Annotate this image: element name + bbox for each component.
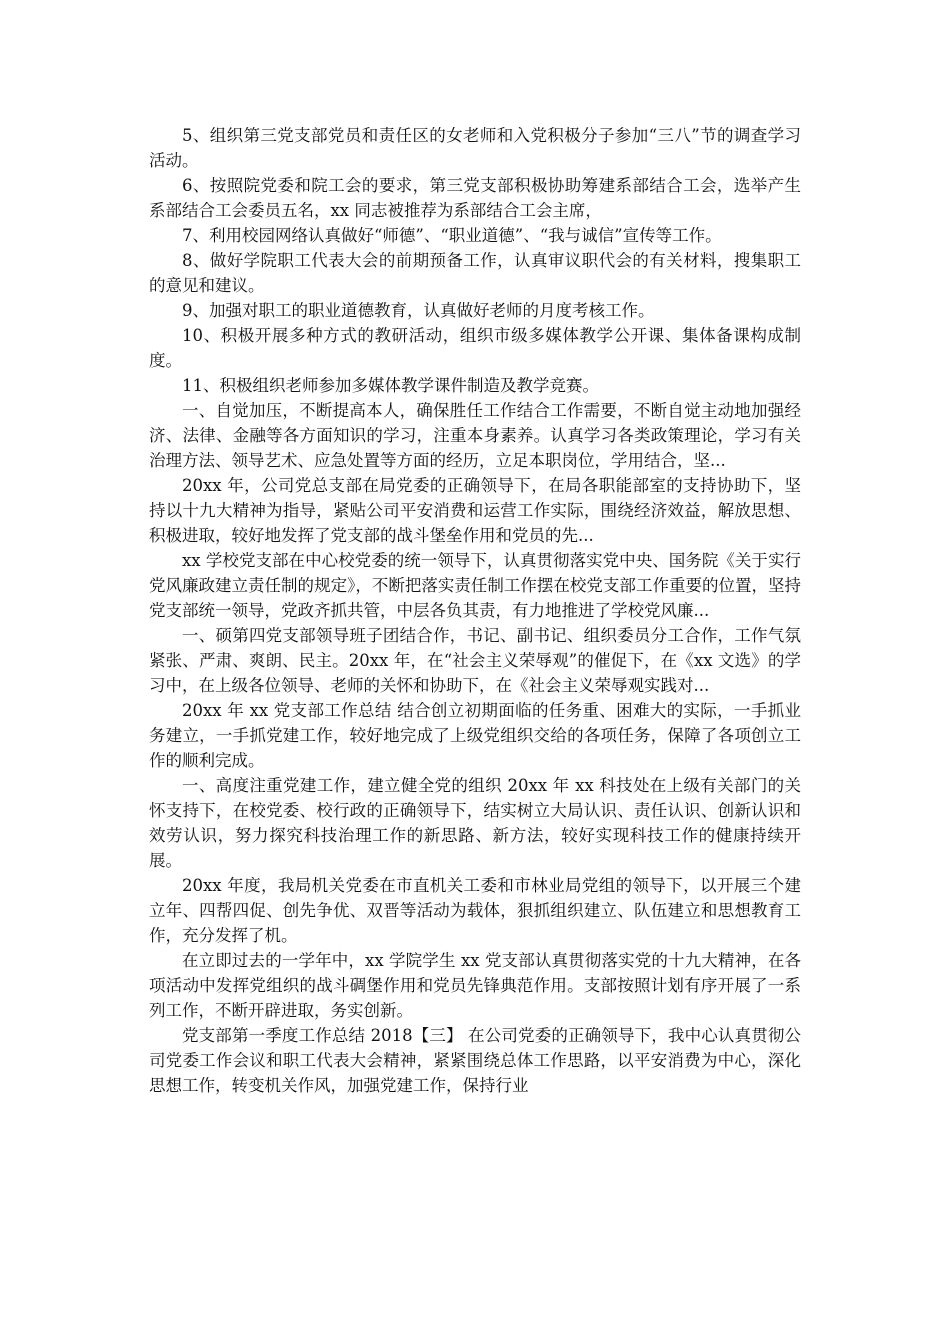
paragraph: 20xx 年，公司党总支部在局党委的正确领导下，在局各职能部室的支持协助下，坚持以十九大精神为指导，紧贴公司平安消费和运营工作实际，围绕经济效益，解放思想、积极进取，较好地发挥了党支部的战斗堡垒作用和党员的先... xyxy=(149,476,801,545)
paragraph: 8、做好学院职工代表大会的前期预备工作，认真审议职代会的有关材料，搜集职工的意见和建议。 xyxy=(149,251,801,295)
paragraph: 20xx 年度，我局机关党委在市直机关工委和市林业局党组的领导下，以开展三个建立年、四帮四促、创先争优、双晋等活动为载体，狠抓组织建立、队伍建立和思想教育工作，充分发挥了机。 xyxy=(149,876,801,945)
paragraph: 10、积极开展多种方式的教研活动，组织市级多媒体教学公开课、集体备课构成制度。 xyxy=(149,326,801,370)
paragraph: 一、自觉加压，不断提高本人，确保胜任工作结合工作需要，不断自觉主动地加强经济、法律、金融等各方面知识的学习，注重本身素养。认真学习各类政策理论，学习有关治理方法、领导艺术、应急处置等方面的经历，立足本职岗位，学用结合，坚... xyxy=(149,401,801,470)
paragraph: 在立即过去的一学年中，xx 学院学生 xx 党支部认真贯彻落实党的十九大精神，在各项活动中发挥党组织的战斗碉堡作用和党员先锋典范作用。支部按照计划有序开展了一系列工作，不断开辟进取，务实创新。 xyxy=(149,951,801,1020)
paragraph: 7、利用校园网络认真做好“师德”、“职业道德”、“我与诚信”宣传等工作。 xyxy=(182,226,722,245)
paragraph: 9、加强对职工的职业道德教育，认真做好老师的月度考核工作。 xyxy=(182,301,655,320)
paragraph: 党支部第一季度工作总结 2018【三】 在公司党委的正确领导下，我中心认真贯彻公司党委工作会议和职工代表大会精神，紧紧围绕总体工作思路，以平安消费为中心，深化思想工作，转变机关作风，加强党建工作，保持行业 xyxy=(149,1026,801,1095)
paragraph: 5、组织第三党支部党员和责任区的女老师和入党积极分子参加“三八”节的调查学习活动。 xyxy=(149,126,801,170)
paragraph: 6、按照院党委和院工会的要求，第三党支部积极协助筹建系部结合工会，选举产生系部结合工会委员五名，xx 同志被推荐为系部结合工会主席， xyxy=(149,176,801,220)
paragraph: 一、高度注重党建工作，建立健全党的组织 20xx 年 xx 科技处在上级有关部门的关怀支持下，在校党委、校行政的正确领导下，结实树立大局认识、责任认识、创新认识和效劳认识，努力探究科技治理工作的新思路、新方法，较好实现科技工作的健康持续开展。 xyxy=(149,776,801,870)
paragraph: 20xx 年 xx 党支部工作总结 结合创立初期面临的任务重、困难大的实际，一手抓业务建立，一手抓党建工作，较好地完成了上级党组织交给的各项任务，保障了各项创立工作的顺利完成。 xyxy=(149,701,801,770)
paragraph: xx 学校党支部在中心校党委的统一领导下，认真贯彻落实党中央、国务院《关于实行党风廉政建立责任制的规定》，不断把落实责任制工作摆在校党支部工作重要的位置，坚持党支部统一领导，党政齐抓共管，中层各负其责，有力地推进了学校党风廉... xyxy=(149,551,801,620)
document-body xyxy=(149,123,801,1098)
paragraph: 11、积极组织老师参加多媒体教学课件制造及教学竞赛。 xyxy=(182,376,599,395)
paragraph: 一、硕第四党支部领导班子团结合作，书记、副书记、组织委员分工合作，工作气氛紧张、严肃、爽朗、民主。20xx 年，在“社会主义荣辱观”的催促下，在《xx 文选》的学习中，在上级各位领导、老师的关怀和协助下，在《社会主义荣辱观实践对... xyxy=(149,626,801,695)
